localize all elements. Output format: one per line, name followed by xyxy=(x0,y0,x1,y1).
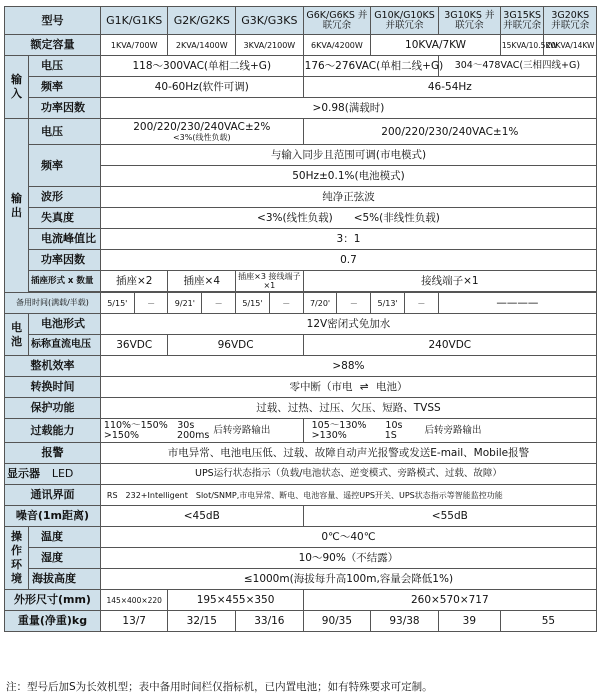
backup-time-value: ———— xyxy=(438,293,596,314)
output-socket-value: 接线端子×1 xyxy=(303,271,596,292)
weight-value: 33/16 xyxy=(236,611,304,632)
battery-type-row xyxy=(5,314,597,335)
display-label: 显示器 xyxy=(7,467,40,480)
capacity-value: 20KVA/14KW xyxy=(544,35,597,56)
transfer-value xyxy=(100,377,596,398)
model-g10k: G10K/G10KS 并联冗余 xyxy=(371,7,439,35)
efficiency-row xyxy=(5,356,597,377)
comm-row xyxy=(5,485,597,506)
output-frequency-battery: 50Hz±0.1%(电池模式) xyxy=(100,166,596,187)
env-humidity-row xyxy=(5,548,597,569)
output-voltage-label: 电压 xyxy=(28,119,100,145)
display-value: UPS运行状态指示（负载/电池状态、逆变模式、旁路模式、过载、故障） xyxy=(100,464,596,485)
overload-label: 过载能力 xyxy=(5,419,101,443)
model-3g15ks: 3G15KS 并联冗余 xyxy=(500,7,544,35)
model-3g10ks: 3G10KS 并联冗余 xyxy=(438,7,500,35)
input-frequency-value: 40-60Hz(软件可调) xyxy=(100,77,303,98)
output-thd-row xyxy=(5,208,597,229)
transfer-text-a: 零中断（市电 xyxy=(289,381,353,393)
overload-right-line2: >130% 1S xyxy=(311,429,397,441)
backup-time-value: 7/20' xyxy=(303,293,337,314)
input-voltage-value: 176～276VAC(单相二线+G) xyxy=(303,56,438,77)
output-crest-value: 3：1 xyxy=(100,229,596,250)
noise-value: <55dB xyxy=(303,506,596,527)
env-altitude-row xyxy=(5,569,597,590)
output-crest-label: 电流峰值比 xyxy=(28,229,100,250)
efficiency-value: >88% xyxy=(100,356,596,377)
output-pf-value: 0.7 xyxy=(100,250,596,271)
output-voltage-value xyxy=(100,119,303,145)
weight-value: 55 xyxy=(500,611,596,632)
weight-value: 32/15 xyxy=(168,611,236,632)
weight-value: 13/7 xyxy=(100,611,168,632)
battery-dc-value: 240VDC xyxy=(303,335,596,356)
noise-label: 噪音(1m距离) xyxy=(5,506,101,527)
backup-time-value: － xyxy=(134,293,168,314)
output-frequency-row xyxy=(5,145,597,166)
header-row xyxy=(5,7,597,35)
capacity-value: 15KVA/10.5KW xyxy=(500,35,544,56)
noise-row xyxy=(5,506,597,527)
battery-type-value: 12V密闭式免加水 xyxy=(100,314,596,335)
output-waveform-value: 纯净正弦波 xyxy=(100,187,596,208)
output-socket-value: 插座×2 xyxy=(100,271,168,292)
output-waveform-label: 波形 xyxy=(28,187,100,208)
output-pf-row xyxy=(5,250,597,271)
output-group-label: 输出 xyxy=(5,119,29,293)
capacity-value: 2KVA/1400W xyxy=(168,35,236,56)
model-g3k: G3K/G3KS xyxy=(236,7,304,35)
input-voltage-value: 304～478VAC(三相四线+G) xyxy=(438,56,596,77)
protection-value: 过载、过热、过压、欠压、短路、TVSS xyxy=(100,398,596,419)
backup-time-value: 9/21' xyxy=(168,293,202,314)
capacity-value: 10KVA/7KW xyxy=(371,35,501,56)
model-g6k: G6K/G6KS 并联冗余 xyxy=(303,7,371,35)
output-thd-label: 失真度 xyxy=(28,208,100,229)
output-voltage-value: 200/220/230/240VAC±1% xyxy=(303,119,596,145)
battery-group-label: 电池 xyxy=(5,314,29,356)
dimensions-label: 外形尺寸(mm) xyxy=(5,590,101,611)
overload-left-line1: 110%～150% 30s xyxy=(103,419,195,431)
overload-row xyxy=(5,419,597,443)
overload-right-line1: 105～130% 10s xyxy=(311,419,403,431)
overload-left-tail: 后转旁路输出 xyxy=(213,424,271,436)
alarm-row xyxy=(5,443,597,464)
display-row xyxy=(5,464,597,485)
env-temp-value: 0℃～40℃ xyxy=(100,527,596,548)
capacity-value: 3KVA/2100W xyxy=(236,35,304,56)
dimensions-value: 145×400×220 xyxy=(100,590,168,611)
input-pf-row xyxy=(5,98,597,119)
input-frequency-label: 频率 xyxy=(28,77,100,98)
display-sub-label: LED xyxy=(51,467,74,480)
overload-right xyxy=(303,419,596,443)
weight-value: 93/38 xyxy=(371,611,439,632)
dimensions-row xyxy=(5,590,597,611)
backup-time-value: 5/15' xyxy=(236,293,270,314)
protection-label: 保护功能 xyxy=(5,398,101,419)
weight-value: 90/35 xyxy=(303,611,371,632)
env-altitude-label: 海拔高度 xyxy=(28,569,100,590)
spec-table-wrapper xyxy=(4,6,597,632)
overload-left-line2: >150% 200ms xyxy=(103,429,210,441)
model-g2k: G2K/G2KS xyxy=(168,7,236,35)
input-pf-label: 功率因数 xyxy=(28,98,100,119)
backup-time-value: － xyxy=(269,293,303,314)
overload-right-tail: 后转旁路输出 xyxy=(424,424,482,436)
transfer-label: 转换时间 xyxy=(5,377,101,398)
dimensions-value: 260×570×717 xyxy=(303,590,596,611)
output-frequency-sync: 与输入同步且范围可调(市电模式) xyxy=(100,145,596,166)
input-frequency-row xyxy=(5,77,597,98)
battery-dc-label: 标称直流电压 xyxy=(28,335,100,356)
input-group-label: 输入 xyxy=(5,56,29,119)
battery-dc-value: 36VDC xyxy=(100,335,168,356)
backup-time-value: － xyxy=(404,293,438,314)
env-humidity-value: 10～90%（不结露） xyxy=(100,548,596,569)
input-voltage-row xyxy=(5,56,597,77)
battery-dc-value: 96VDC xyxy=(168,335,303,356)
backup-time-value: － xyxy=(337,293,371,314)
output-socket-label: 插座形式 x 数量 xyxy=(28,271,100,292)
env-altitude-value: ≤1000m(海拔每升高100m,容量会降低1%) xyxy=(100,569,596,590)
model-3g20ks: 3G20KS 并联冗余 xyxy=(544,7,597,35)
env-humidity-label: 湿度 xyxy=(28,548,100,569)
output-frequency-label: 频率 xyxy=(28,145,100,187)
bidirectional-arrow-icon: ⇌ xyxy=(359,381,369,393)
output-pf-label: 功率因数 xyxy=(28,250,100,271)
env-group-label: 操作环境 xyxy=(5,527,29,590)
output-crest-row xyxy=(5,229,597,250)
ups-spec-table xyxy=(4,6,597,632)
dimensions-value: 195×455×350 xyxy=(168,590,303,611)
comm-value: RS 232+Intelligent Slot/SNMP,市电异常、断电、电池容量、遥控UPS开关、UPS状态指示等智能监控功能 xyxy=(100,485,596,506)
output-voltage-note: <3%(线性负载) xyxy=(172,133,231,142)
capacity-value: 6KVA/4200W xyxy=(303,35,371,56)
model-g1k: G1K/G1KS xyxy=(100,7,168,35)
input-voltage-value: 118～300VAC(单相二线+G) xyxy=(100,56,303,77)
footnote: 注：型号后加S为长效机型；表中备用时间栏仅指标机，已内置电池；如有特殊要求可定制。 xyxy=(6,681,433,693)
output-socket-value: 插座×4 xyxy=(168,271,236,292)
input-voltage-label: 电压 xyxy=(28,56,100,77)
backup-time-value: － xyxy=(202,293,236,314)
env-temp-label: 温度 xyxy=(28,527,100,548)
output-voltage-main: 200/220/230/240VAC±2% xyxy=(133,121,271,133)
output-socket-row xyxy=(5,271,597,292)
battery-type-label: 电池形式 xyxy=(28,314,100,335)
backup-time-value: 5/13' xyxy=(371,293,405,314)
weight-value: 39 xyxy=(438,611,500,632)
alarm-value: 市电异常、电池电压低、过载、故障自动声光报警或发送E-mail、Mobile报警 xyxy=(100,443,596,464)
alarm-label: 报警 xyxy=(5,443,101,464)
capacity-value: 1KVA/700W xyxy=(100,35,168,56)
output-waveform-row xyxy=(5,187,597,208)
transfer-row xyxy=(5,377,597,398)
input-pf-value: >0.98(满载时) xyxy=(100,98,596,119)
comm-label: 通讯界面 xyxy=(5,485,101,506)
env-temp-row xyxy=(5,527,597,548)
capacity-row xyxy=(5,35,597,56)
weight-row xyxy=(5,611,597,632)
output-socket-value: 插座×3 接线端子×1 xyxy=(236,271,304,292)
input-frequency-value: 46-54Hz xyxy=(303,77,596,98)
model-header-label: 型号 xyxy=(5,7,101,35)
backup-time-label: 备用时间(满载/半载) xyxy=(5,293,101,314)
display-label-cell xyxy=(5,464,101,485)
capacity-label: 额定容量 xyxy=(5,35,101,56)
protection-row xyxy=(5,398,597,419)
overload-left xyxy=(100,419,303,443)
noise-value: <45dB xyxy=(100,506,303,527)
weight-label: 重量(净重)kg xyxy=(5,611,101,632)
output-voltage-row xyxy=(5,119,597,145)
backup-time-row xyxy=(5,293,597,314)
battery-dc-row xyxy=(5,335,597,356)
transfer-text-b: 电池） xyxy=(375,381,408,393)
efficiency-label: 整机效率 xyxy=(5,356,101,377)
backup-time-value: 5/15' xyxy=(100,293,134,314)
output-thd-value: <3%(线性负载) <5%(非线性负载) xyxy=(100,208,596,229)
